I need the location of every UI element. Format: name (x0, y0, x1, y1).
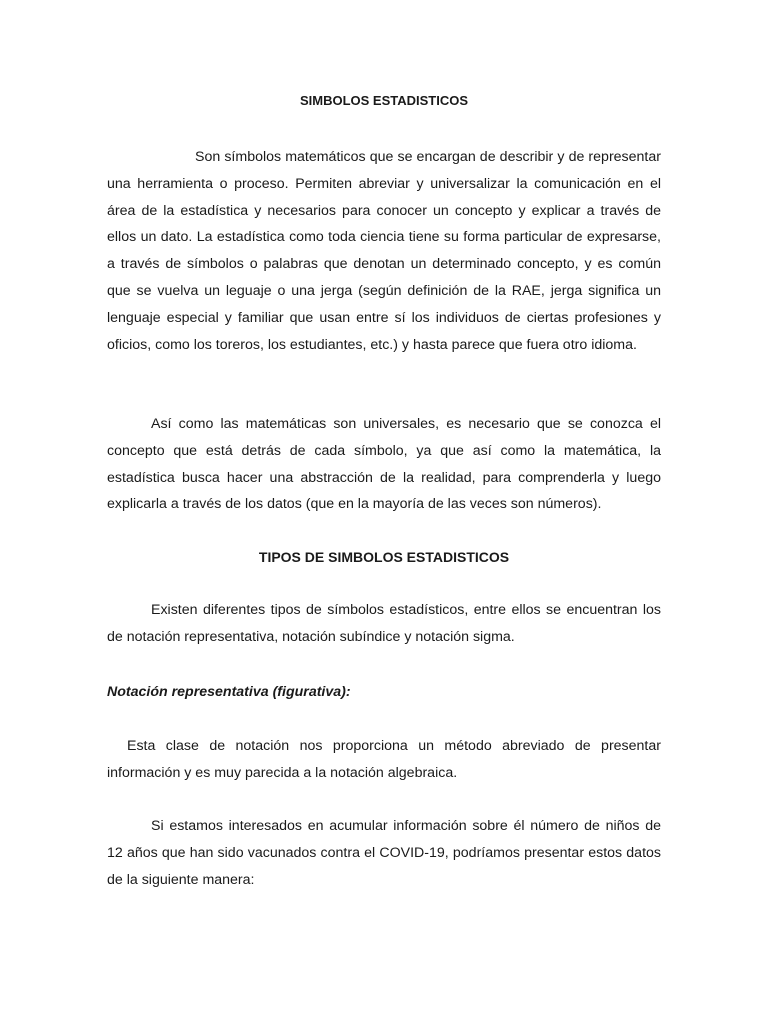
intro-paragraph: Son símbolos matemáticos que se encargan de describir y de representar una herramienta o proceso. Permiten abreviar y universalizar la comunicación en el área de la estadística y necesarios para conocer un concepto y explicar a través de ellos un dato. La estadística como toda ciencia tiene su forma particular de expresarse, a través de símbolos o palabras que denotan un determinado concepto, y es común que se vuelva un leguaje o una jerga (según definición de la RAE, jerga significa un lenguaje especial y familiar que usan entre sí los individuos de ciertas profesiones y oficios, como los toreros, los estudiantes, etc.) y hasta parece que fuera otro idioma. (107, 149, 661, 353)
second-paragraph: Así como las matemáticas son universales, es necesario que se conozca el concepto que está detrás de cada símbolo, ya que así como la matemática, la estadística busca hacer una abstracción de la realidad, para comprenderla y luego explicarla a través de los datos (que en la mayoría de las veces son números). (107, 416, 661, 513)
types-paragraph: Existen diferentes tipos de símbolos estadísticos, entre ellos se encuentran los de notación representativa, notación subíndice y notación sigma. (107, 602, 661, 645)
section-title: TIPOS DE SIMBOLOS ESTADISTICOS (258, 549, 510, 565)
example-paragraph: Si estamos interesados en acumular información sobre él número de niños de 12 años que han sido vacunados contra el COVID-19, podríamos presentar estos datos de la siguiente manera: (107, 818, 661, 888)
notation-paragraph: Esta clase de notación nos proporciona un método abreviado de presentar información y es muy parecida a la notación algebraica. (107, 738, 661, 781)
document-title: SIMBOLOS ESTADISTICOS (299, 93, 469, 108)
notation-subheading: Notación representativa (figurativa): (107, 684, 351, 700)
